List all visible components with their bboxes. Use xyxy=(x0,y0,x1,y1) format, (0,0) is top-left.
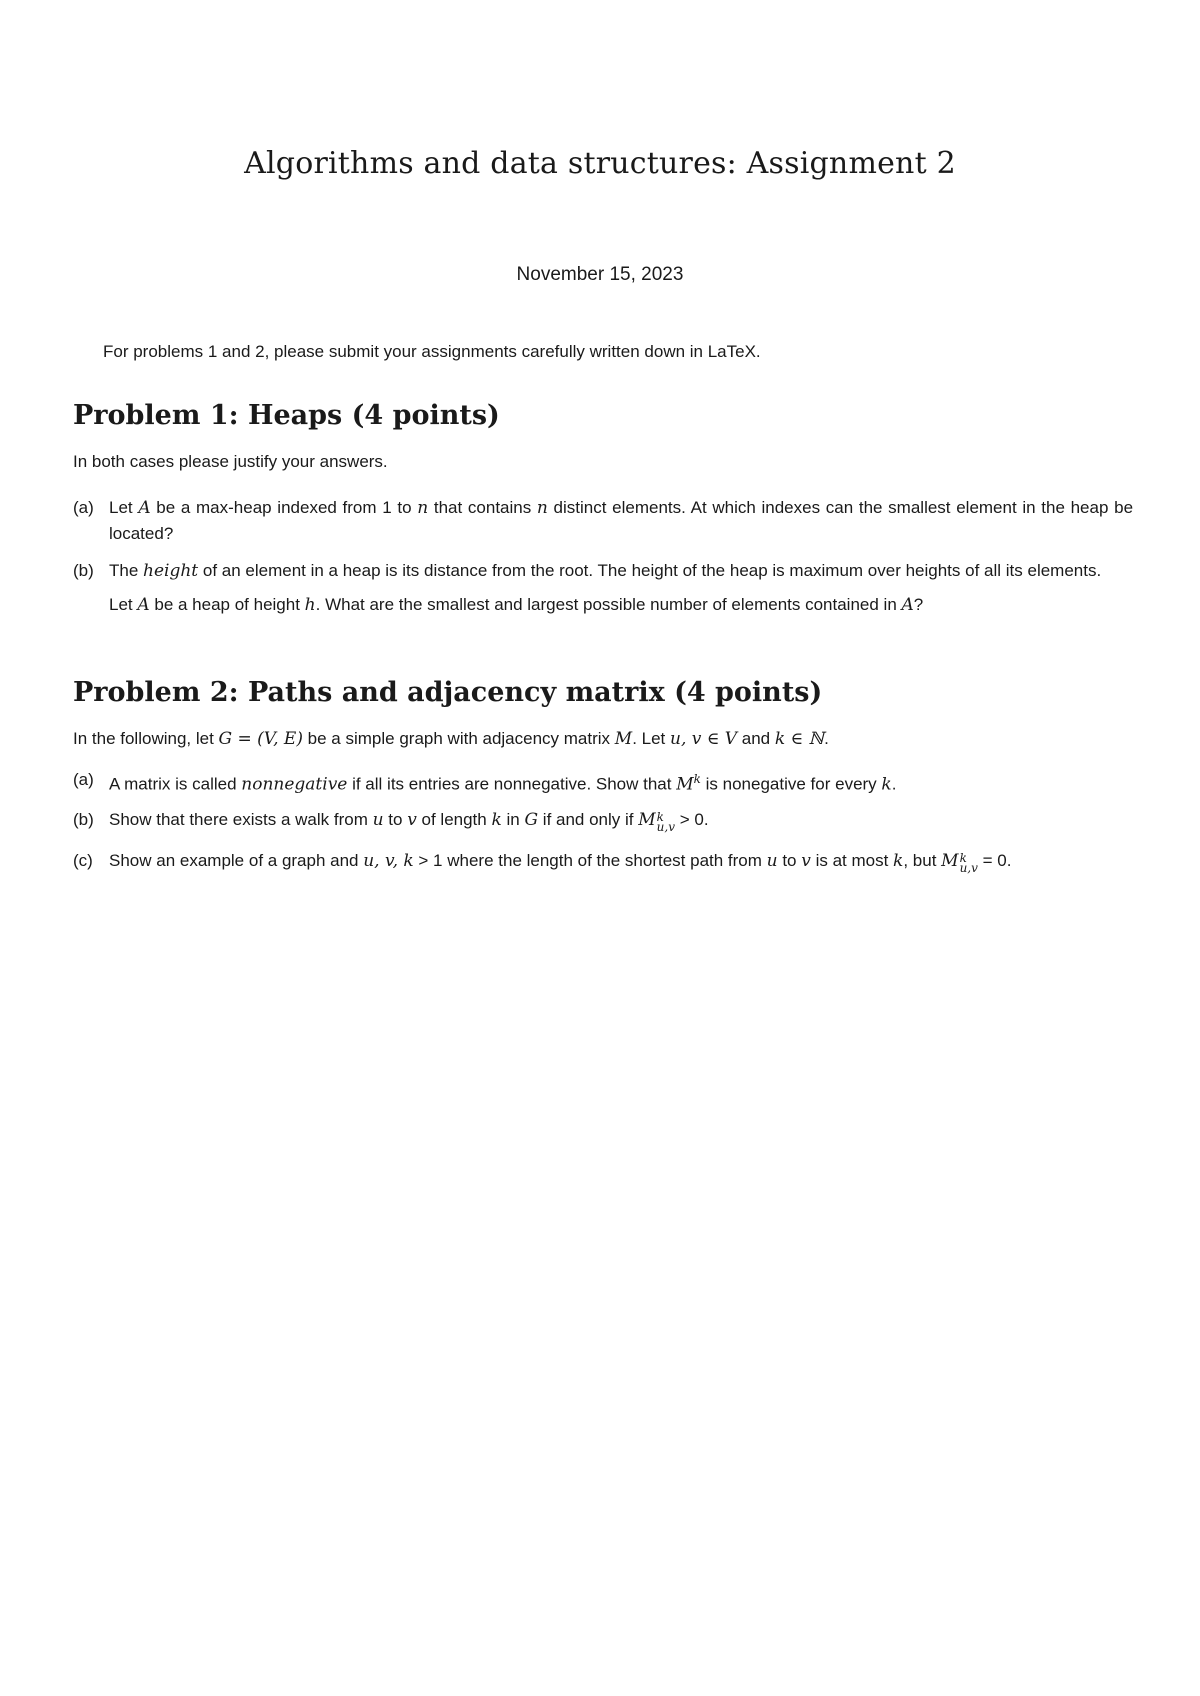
item-paragraph xyxy=(109,592,1133,618)
math-var: k xyxy=(491,810,502,830)
math-sub-superscript xyxy=(657,812,675,832)
text: be a heap of height xyxy=(149,595,305,614)
math-var: n xyxy=(417,498,429,518)
problem-2-heading: Problem 2: Paths and adjacency matrix (4 points) xyxy=(73,677,823,708)
emphasis: height xyxy=(143,561,199,581)
problem-2-item-c xyxy=(73,848,1133,874)
text: be a simple graph with adjacency matrix xyxy=(302,729,615,748)
math-superscript: k xyxy=(693,772,701,786)
text: of length xyxy=(416,810,492,829)
problem-1-lead: In both cases please justify your answers. xyxy=(73,452,388,471)
text: Show an example of a graph and xyxy=(109,851,364,870)
math-var: v xyxy=(801,851,811,871)
item-body xyxy=(109,495,1133,546)
problem-1-heading-block xyxy=(73,402,1133,429)
emphasis: nonnegative xyxy=(241,774,348,795)
text: is at most xyxy=(810,851,894,870)
math-var: v xyxy=(407,810,417,830)
problem-2-item-a xyxy=(73,767,1133,798)
math-var: k xyxy=(893,851,904,871)
math-var: n xyxy=(536,498,548,518)
math-var: A xyxy=(138,498,151,518)
intro-paragraph: For problems 1 and 2, please submit your assignments carefully written down in LaTeX. xyxy=(103,342,761,361)
math-expr: k ∈ ℕ xyxy=(774,729,825,749)
math-expr: u, v ∈ V xyxy=(670,729,738,749)
text: to xyxy=(777,851,802,870)
math-sub-superscript xyxy=(960,853,978,873)
document-date: November 15, 2023 xyxy=(516,264,684,285)
item-body xyxy=(109,558,1133,618)
math-superscript: k xyxy=(656,810,664,824)
text: Show that there exists a walk from xyxy=(109,810,373,829)
math-expr: u, v, k xyxy=(363,851,414,871)
problem-1-item-a xyxy=(73,495,1133,546)
item-label: (b) xyxy=(73,561,94,580)
item-paragraph xyxy=(109,558,1133,584)
math-expr: G = (V, E) xyxy=(218,729,303,749)
item-label: (a) xyxy=(73,498,94,517)
text: in xyxy=(501,810,525,829)
text: , but xyxy=(903,851,942,870)
math-var: A xyxy=(137,595,150,615)
text: be a max-heap indexed from 1 to xyxy=(150,498,418,517)
text: is nonegative for every xyxy=(700,774,882,794)
text: and xyxy=(737,729,775,748)
item-body xyxy=(109,767,1133,798)
text: A matrix is called xyxy=(109,774,242,794)
text: of an element in a heap is its distance from the root. The height of the heap is maximum over heights of all its elements. xyxy=(198,561,1102,580)
problem-1-item-b xyxy=(73,558,1133,618)
text: distinct elements. At which indexes can the smallest element in the heap be located? xyxy=(109,498,1134,543)
text: Let xyxy=(109,595,138,614)
text: > 0. xyxy=(674,810,709,829)
math-var: M xyxy=(638,810,656,830)
math-var: A xyxy=(901,595,914,615)
math-var: M xyxy=(614,729,633,749)
math-var: u xyxy=(372,810,384,830)
text: . Let xyxy=(632,729,670,748)
math-var: M xyxy=(941,851,959,871)
text: . What are the smallest and largest possible number of elements contained in xyxy=(315,595,902,614)
text: The xyxy=(109,561,144,580)
item-label: (a) xyxy=(73,770,94,789)
problem-2-item-b xyxy=(73,807,1133,833)
item-label: (c) xyxy=(73,851,93,870)
math-var: G xyxy=(524,810,539,830)
math-var: k xyxy=(881,774,892,795)
text: Let xyxy=(109,498,139,517)
math-var: M xyxy=(676,774,694,795)
math-var: h xyxy=(304,595,316,615)
math-subscript: u,v xyxy=(656,820,675,834)
problem-1-heading: Problem 1: Heaps (4 points) xyxy=(73,400,500,431)
item-body xyxy=(109,807,1133,833)
text: to xyxy=(383,810,408,829)
text: that contains xyxy=(428,498,537,517)
problem-2-lead xyxy=(73,729,1133,749)
item-label: (b) xyxy=(73,810,94,829)
problem-1-lead-block xyxy=(73,452,1133,472)
math-var: u xyxy=(766,851,778,871)
text: ? xyxy=(913,595,924,614)
text: In the following, let xyxy=(73,729,219,748)
text: . xyxy=(891,774,897,794)
item-body xyxy=(109,848,1133,874)
text: > 1 where the length of the shortest path from xyxy=(413,851,767,870)
text: if all its entries are nonnegative. Show that xyxy=(347,774,677,794)
text: if and only if xyxy=(538,810,639,829)
problem-2-lead-block xyxy=(73,729,1133,749)
problem-2-heading-block xyxy=(73,679,1133,706)
text: . xyxy=(824,729,829,748)
document-title: Algorithms and data structures: Assignment 2 xyxy=(244,146,956,181)
math-superscript: k xyxy=(959,851,967,865)
math-subscript: u,v xyxy=(959,861,978,875)
text: = 0. xyxy=(977,851,1012,870)
